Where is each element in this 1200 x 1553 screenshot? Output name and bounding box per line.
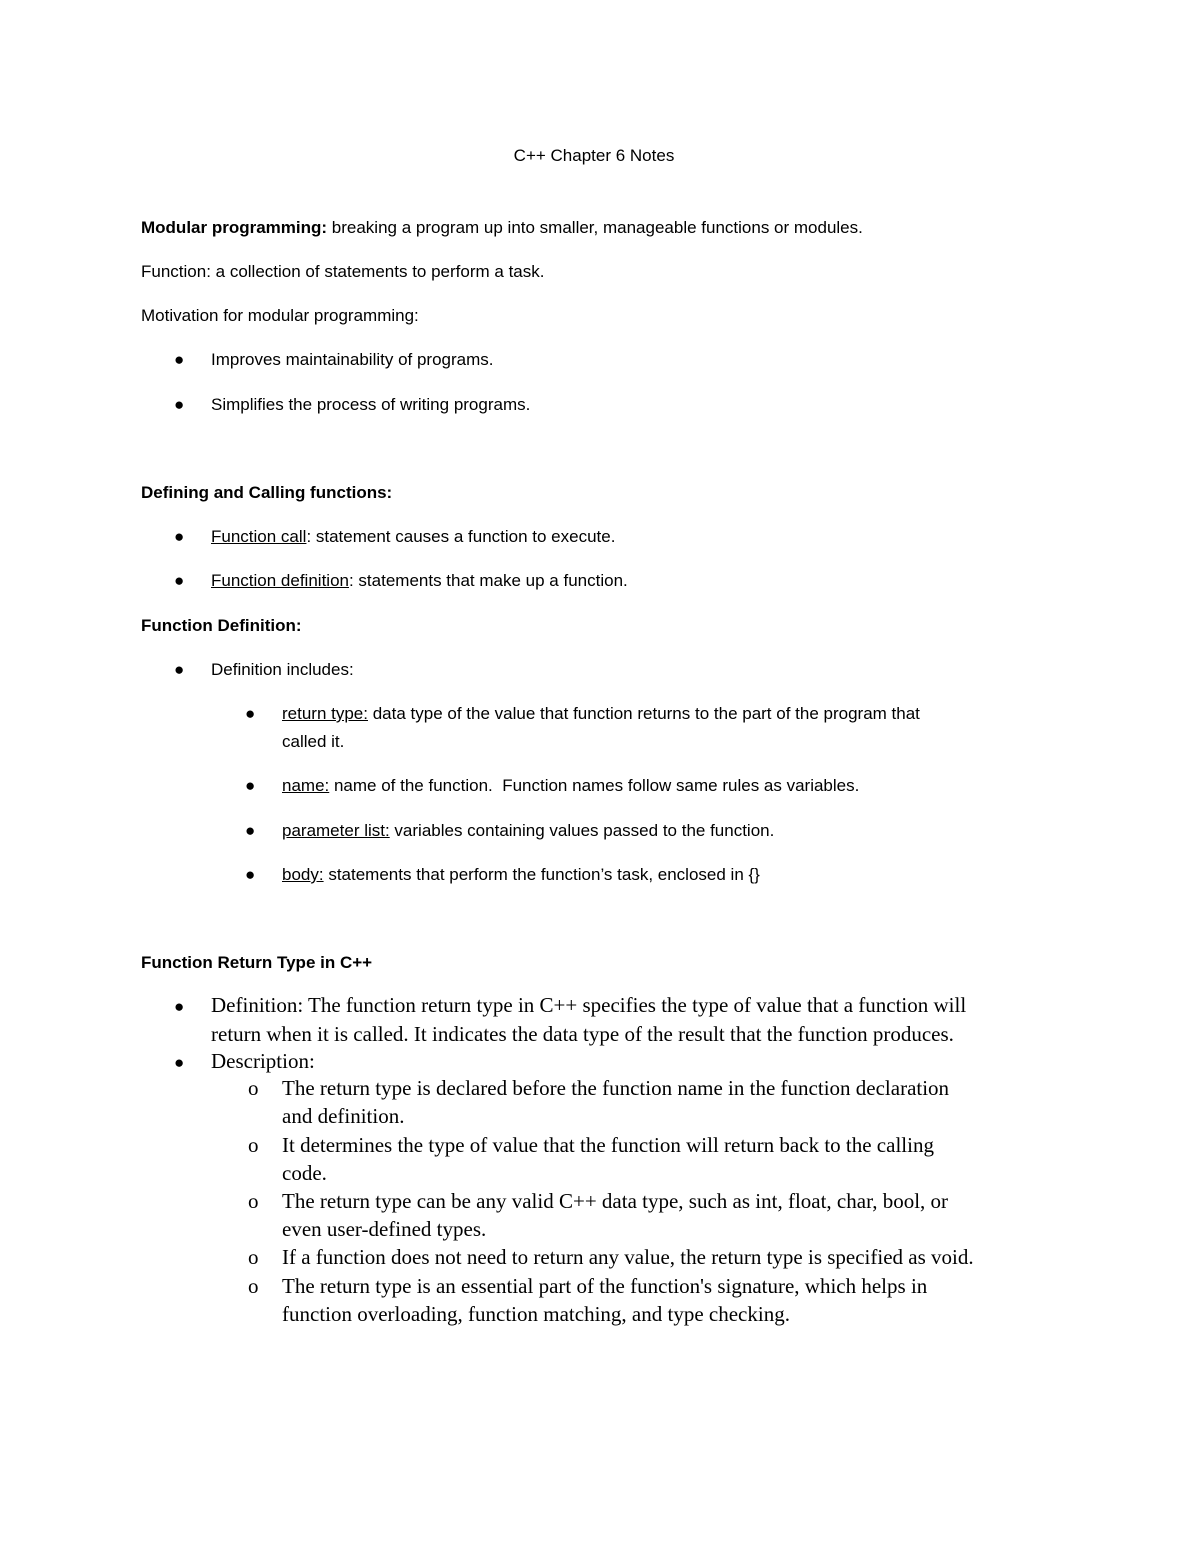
bullet-icon: ● [174, 571, 185, 590]
function-definition-heading: Function Definition: [141, 616, 302, 635]
function-definition-item: Function definition: statements that make up a function. [211, 571, 628, 590]
function-call-term: Function call [211, 527, 307, 546]
sub-bullet-icon: o [248, 1245, 259, 1269]
modular-text: breaking a program up into smaller, manageable functions or modules. [327, 218, 863, 237]
defining-heading: Defining and Calling functions: [141, 483, 393, 502]
description-item-line2: code. [282, 1161, 327, 1185]
bullet-icon: ● [245, 776, 256, 795]
description-item-line1: It determines the type of value that the function will return back to the calling [282, 1133, 934, 1157]
bullet-icon: ● [174, 1053, 185, 1072]
part-body: body: statements that perform the function’s task, enclosed in {} [282, 865, 760, 884]
return-type-definition-line1: Definition: The function return type in C++ specifies the type of value that a function will [211, 993, 967, 1017]
part-name: name: name of the function. Function names follow same rules as variables. [282, 776, 860, 795]
return-type-definition-line2: return when it is called. It indicates the data type of the result that the function produces. [211, 1022, 954, 1046]
bullet-icon: ● [174, 997, 185, 1016]
description-label: Description: [211, 1049, 315, 1073]
part-return-type-continued: called it. [282, 732, 345, 751]
bullet-icon: ● [245, 704, 256, 723]
sub-bullet-icon: o [248, 1076, 259, 1100]
sub-bullet-icon: o [248, 1189, 259, 1213]
part-parameter-list: parameter list: variables containing values passed to the function. [282, 821, 775, 840]
return-type-heading: Function Return Type in C++ [141, 953, 373, 972]
function-definition-line: Function: a collection of statements to perform a task. [141, 262, 545, 281]
description-item-line1: The return type can be any valid C++ data type, such as int, float, char, bool, or [282, 1189, 949, 1213]
definition-includes-label: Definition includes: [211, 660, 354, 679]
description-item-line2: function overloading, function matching, and type checking. [282, 1302, 790, 1326]
part-return-type: return type: data type of the value that function returns to the part of the program that [282, 704, 920, 723]
page-title: C++ Chapter 6 Notes [513, 146, 675, 165]
modular-term: Modular programming: [141, 218, 328, 237]
function-definition-term: Function definition [211, 571, 349, 590]
modular-programming-definition [141, 218, 863, 238]
sub-bullet-icon: o [248, 1274, 259, 1298]
motivation-item: Improves maintainability of programs. [211, 350, 494, 369]
bullet-icon: ● [174, 395, 185, 414]
motivation-label: Motivation for modular programming: [141, 306, 419, 325]
motivation-item: Simplifies the process of writing programs. [211, 395, 531, 414]
bullet-icon: ● [245, 865, 256, 884]
description-item-line2: even user-defined types. [282, 1217, 487, 1241]
bullet-icon: ● [174, 660, 185, 679]
bullet-icon: ● [174, 350, 185, 369]
description-item-line1: The return type is declared before the function name in the function declaration [282, 1076, 950, 1100]
description-item-line1: The return type is an essential part of the function's signature, which helps in [282, 1274, 928, 1298]
bullet-icon: ● [174, 527, 185, 546]
description-item-line1: If a function does not need to return any value, the return type is specified as void. [282, 1245, 974, 1269]
sub-bullet-icon: o [248, 1133, 259, 1157]
function-call-item: Function call: statement causes a function to execute. [211, 527, 616, 546]
description-item-line2: and definition. [282, 1104, 405, 1128]
bullet-icon: ● [245, 821, 256, 840]
